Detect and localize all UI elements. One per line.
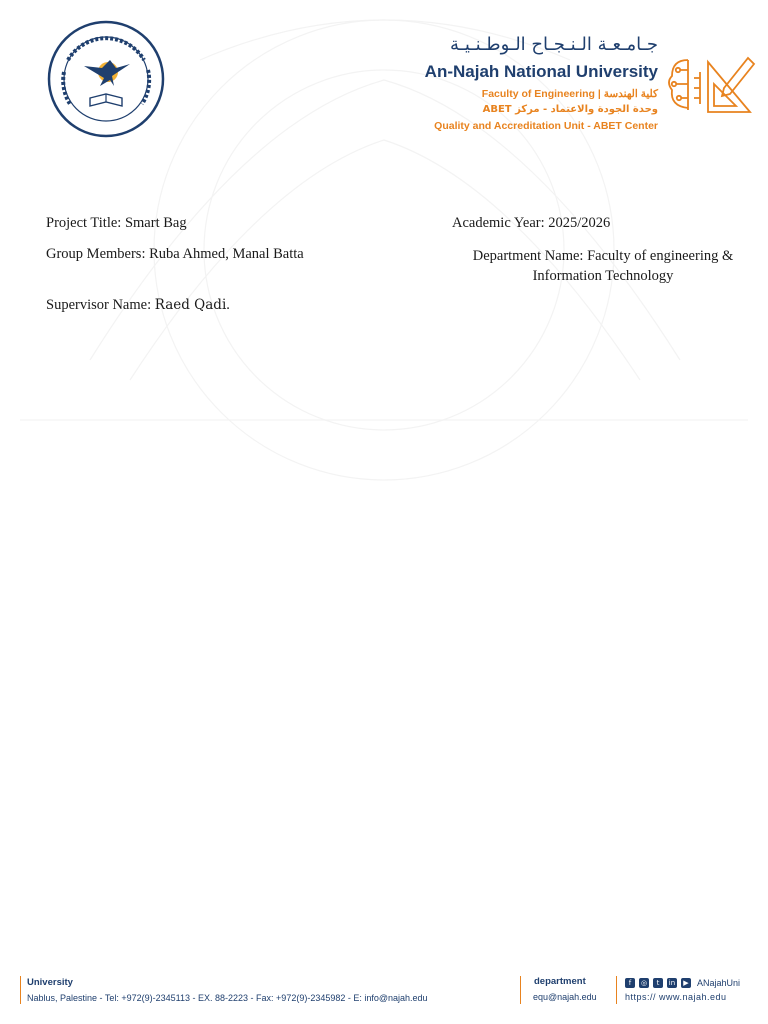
footer-department-email[interactable]: equ@najah.edu xyxy=(533,992,597,1002)
faculty-name: Faculty of Engineering | كلية الهندسة xyxy=(481,88,658,100)
footer-divider xyxy=(616,976,617,1004)
social-handle[interactable]: ANajahUni xyxy=(697,977,741,988)
footer-divider xyxy=(520,976,521,1004)
supervisor-name xyxy=(46,297,230,314)
supervisor-value: Raed Qadi xyxy=(154,297,227,313)
university-name-block xyxy=(390,34,662,138)
footer-university-label: University xyxy=(27,977,73,988)
footer-website[interactable]: https:// www.najah.edu xyxy=(625,992,727,1002)
linkedin-icon[interactable]: in xyxy=(668,978,676,987)
group-members: Group Members: Ruba Ahmed, Manal Batta xyxy=(46,246,304,262)
youtube-icon[interactable]: ▶ xyxy=(681,978,691,988)
supervisor-label: Supervisor Name: xyxy=(46,297,155,313)
facebook-icon[interactable]: f xyxy=(625,978,635,988)
social-links xyxy=(625,977,740,988)
engineering-logo-icon xyxy=(664,54,756,118)
department-name: Department Name: Faculty of engineering & Information Technology xyxy=(472,248,734,284)
abet-unit-arabic: وحدة الجودة والاعتماد - مركز ABET xyxy=(482,104,658,115)
university-name-arabic: جـامـعـة الـنـجـاح الـوطـنـيـة xyxy=(449,34,658,55)
university-name-english: An-Najah National University xyxy=(424,62,658,81)
footer-department-label: department xyxy=(534,976,586,987)
academic-year: Academic Year: 2025/2026 xyxy=(452,215,611,231)
page-footer xyxy=(0,970,768,1010)
abet-unit-english: Quality and Accreditation Unit - ABET Center xyxy=(434,120,658,132)
project-title: Project Title: Smart Bag xyxy=(46,215,187,231)
footer-contact: Nablus, Palestine - Tel: +972(9)-2345113 - EX. 88-2223 - Fax: +972(9)-2345982 - E: info@najah.edu xyxy=(27,993,428,1003)
instagram-icon[interactable]: ◎ xyxy=(640,978,648,987)
university-seal-icon xyxy=(44,20,168,138)
supervisor-suffix: . xyxy=(226,297,230,313)
footer-divider xyxy=(20,976,21,1004)
twitter-icon[interactable]: t xyxy=(653,978,663,988)
